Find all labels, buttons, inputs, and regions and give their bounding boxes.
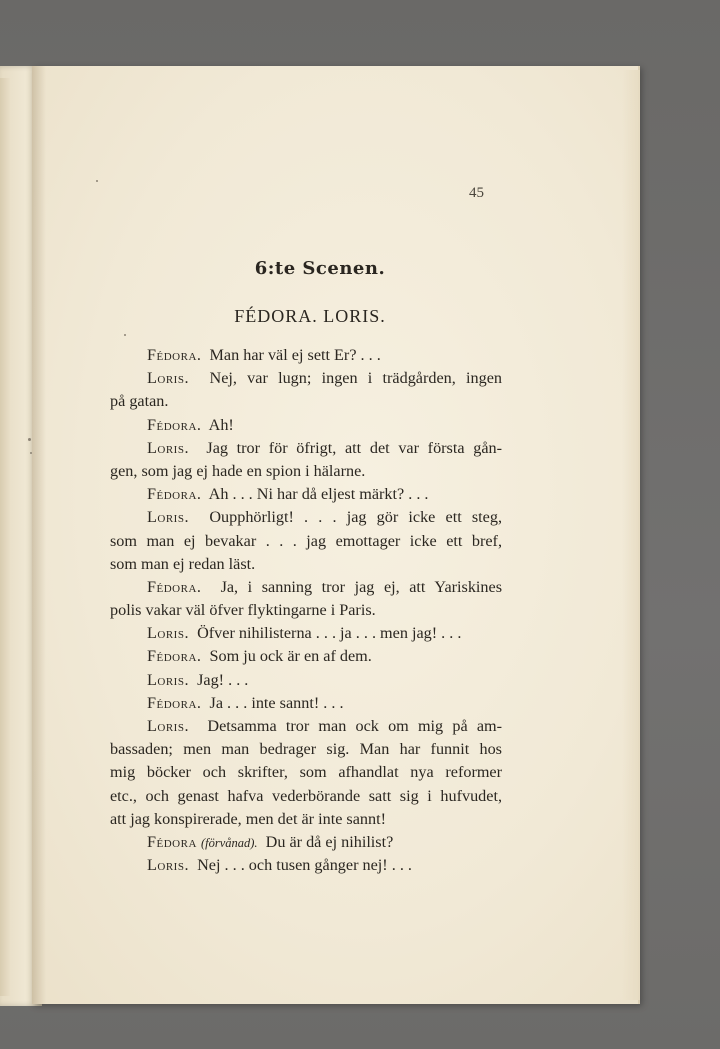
dialogue-line: bassaden; men man bedrager sig. Man har funnit hos <box>110 740 502 759</box>
speaker-name: Fédora <box>147 832 197 851</box>
scene-heading: 6:te Scenen. <box>254 258 386 279</box>
stage-direction: (förvånad). <box>200 835 258 850</box>
speaker-name: Fédora. <box>147 647 202 666</box>
dialogue-line <box>110 715 502 738</box>
dialogue-line: att jag konspirerade, men det är inte sannt! <box>110 809 386 828</box>
line-text: Man har väl ej sett Er? . . . <box>209 346 381 364</box>
paper-speck <box>124 334 126 336</box>
line-text: Ja, i sanning tror jag ej, att Yariskines <box>220 577 503 596</box>
line-text: Ja . . . inte sannt! . . . <box>209 693 344 712</box>
line-text: Detsamma tror man ock om mig på am- <box>207 717 503 735</box>
line-text: Oupphörligt! . . . jag gör icke ett steg, <box>209 508 502 527</box>
speaker-name: Fédora. <box>147 485 202 504</box>
dialogue-line: gen, som jag ej hade en spion i hälarne. <box>110 461 366 480</box>
dialogue-line <box>110 692 502 715</box>
dialogue-line <box>110 367 502 390</box>
speaker-name: Fédora. <box>147 415 202 434</box>
speaker-name: Loris. <box>147 624 189 643</box>
paper-speck <box>30 452 32 454</box>
dialogue-line <box>110 831 502 854</box>
paper-speck <box>96 180 98 182</box>
dialogue-line: etc., och genast hafva vederbörande satt sig i hufvudet, <box>110 786 502 805</box>
dialogue-line <box>110 854 502 877</box>
speaker-name: Loris. <box>147 670 189 689</box>
line-text: Nej . . . och tusen gånger nej! . . . <box>197 856 412 875</box>
dialogue-line: på gatan. <box>110 392 169 411</box>
facing-page-edge <box>0 78 10 996</box>
dialogue-line <box>110 622 502 645</box>
dialogue-line <box>110 645 502 668</box>
dialogue-line: mig böcker och skrifter, som afhandlat nya reformer <box>110 763 502 782</box>
paper-speck <box>28 438 31 441</box>
page-right-edge <box>622 70 640 1000</box>
speaker-name: Fédora. <box>147 577 202 596</box>
dialogue-line: polis vakar väl öfver flyktingarne i Paris. <box>110 601 376 620</box>
line-text: Ah! <box>208 415 234 434</box>
dialogue-line <box>110 506 502 529</box>
dialogue-line <box>110 483 502 506</box>
page-gutter-shadow <box>32 66 46 1004</box>
dialogue-line: som man ej bevakar . . . jag emottager icke ett bref, <box>110 531 502 550</box>
line-text: Som ju ock är en af dem. <box>209 647 372 666</box>
page-number: 45 <box>469 185 484 201</box>
character-list: FÉDORA. LORIS. <box>234 306 386 326</box>
speaker-name: Loris. <box>147 438 189 457</box>
speaker-name: Fédora. <box>147 693 202 712</box>
dialogue-line <box>110 344 502 367</box>
line-text: Jag! . . . <box>197 670 249 689</box>
speaker-name: Loris. <box>147 717 189 735</box>
speaker-name: Loris. <box>147 508 189 527</box>
line-text: Jag tror för öfrigt, att det var första gån- <box>206 438 502 457</box>
line-text: Öfver nihilisterna . . . ja . . . men jag! . . . <box>197 624 462 643</box>
line-text: Nej, var lugn; ingen i trädgården, ingen <box>209 369 503 388</box>
dialogue-line <box>110 414 502 437</box>
speaker-name: Loris. <box>147 856 189 875</box>
dialogue-text <box>110 344 502 877</box>
dialogue-line: som man ej redan läst. <box>110 554 256 573</box>
dialogue-line <box>110 576 502 599</box>
dialogue-line <box>110 669 502 692</box>
line-text: Ah . . . Ni har då eljest märkt? . . . <box>208 485 429 504</box>
speaker-name: Fédora. <box>147 346 202 364</box>
speaker-name: Loris. <box>147 369 189 388</box>
dialogue-line <box>110 437 502 460</box>
line-text: Du är då ej nihilist? <box>265 832 394 851</box>
